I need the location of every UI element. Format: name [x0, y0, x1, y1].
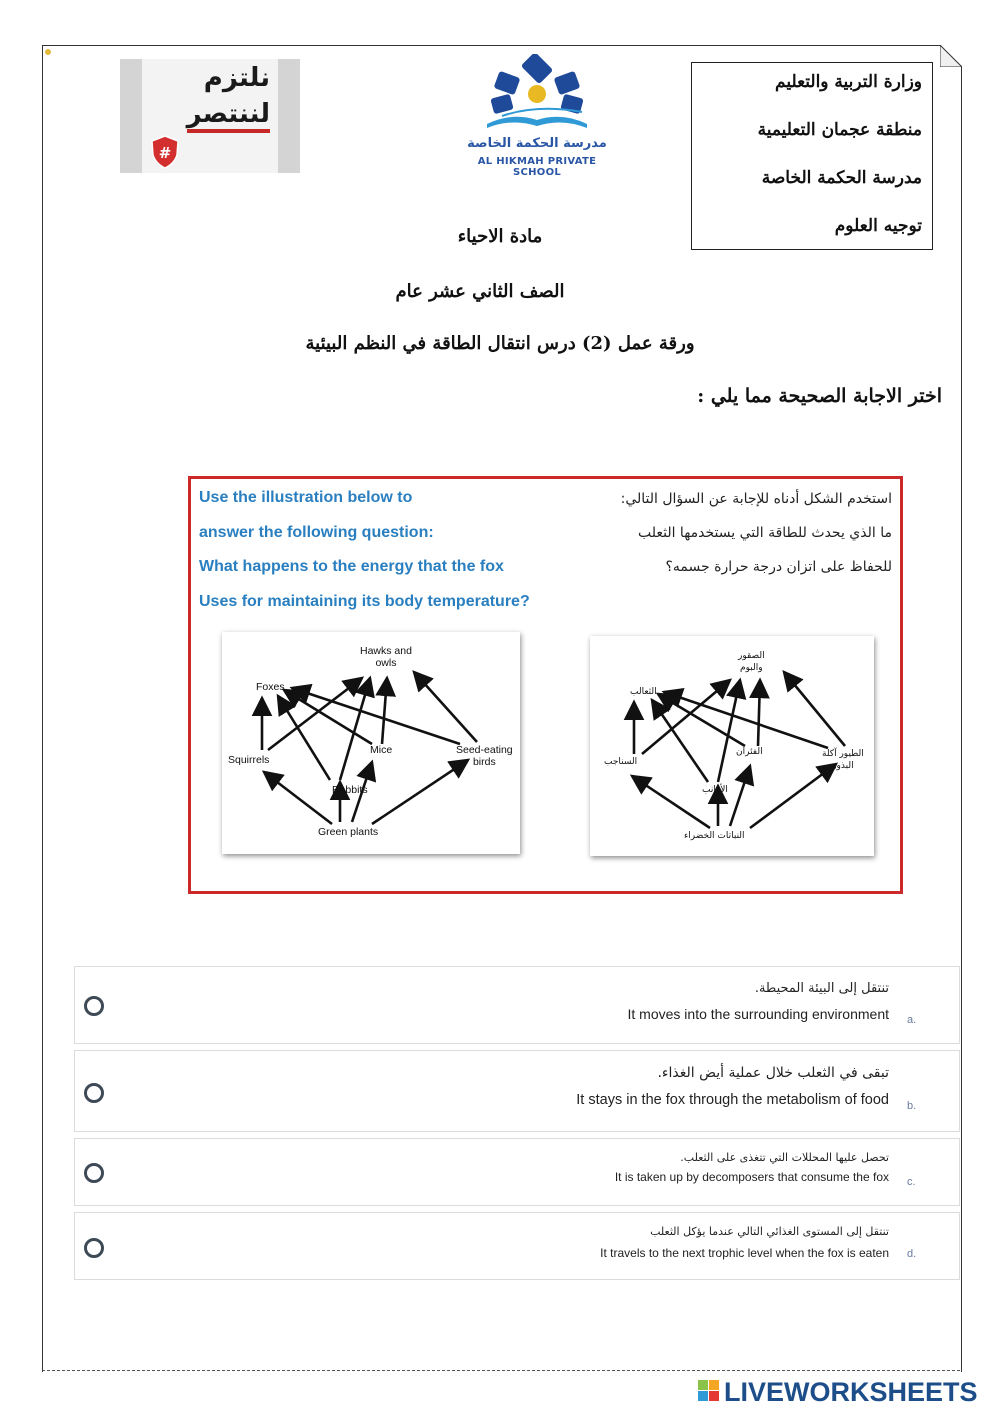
answer-option-c[interactable] [74, 1138, 960, 1206]
option-c-ar: تحصل عليها المحللات التي تتغذى على الثعلب. [680, 1151, 889, 1164]
node-label: الطيور آكلة [822, 749, 864, 759]
instruction-text: اختر الاجابة الصحيحة مما يلي : [697, 385, 942, 407]
node-rabbits-ar: الأرانب [702, 785, 728, 795]
node-label: الصقور [738, 651, 765, 661]
school-name-ar: مدرسة الحكمة الخاصة [467, 136, 607, 151]
campaign-line-1: نلتزم [203, 63, 270, 93]
campaign-line-2-text: لننتصر [187, 99, 270, 133]
pin-icon [44, 41, 52, 49]
question-ar-line: استخدم الشكل أدناه للإجابة عن السؤال التالي: [620, 491, 892, 507]
node-label: Seed-eating [456, 744, 513, 756]
ministry-line: توجيه العلوم [834, 216, 922, 236]
radio-button-d[interactable] [84, 1238, 104, 1258]
node-seed-birds-ar [822, 748, 864, 772]
node-squirrels: Squirrels [228, 754, 270, 766]
question-en-line: Use the illustration below to [199, 489, 413, 506]
answer-option-b[interactable] [74, 1050, 960, 1132]
question-en-line: Uses for maintaining its body temperature? [199, 593, 530, 610]
worksheet-title: ورقة عمل (2) درس انتقال الطاقة في النظم البيئية [305, 333, 695, 354]
node-squirrels-ar: السناجب [604, 757, 638, 767]
bottom-divider [42, 1370, 960, 1371]
radio-button-c[interactable] [84, 1163, 104, 1183]
option-d-en: It travels to the next trophic level when the fox is eaten [600, 1246, 889, 1260]
option-c-en: It is taken up by decomposers that consume the fox [614, 1170, 889, 1184]
brand-name: LIVEWORKSHEETS [724, 1377, 978, 1407]
node-seed-birds [456, 744, 513, 768]
option-d-ar: تنتقل إلى المستوى الغذائي التالي عندما يؤكل الثعلب [650, 1225, 889, 1238]
option-b-ar: تبقى في الثعلب خلال عملية أيض الغذاء. [657, 1065, 889, 1081]
campaign-hash: # [158, 144, 172, 162]
question-box [188, 476, 903, 894]
radio-button-a[interactable] [84, 996, 104, 1016]
subject-title: مادة الاحياء [457, 226, 543, 247]
node-hawks-owls-ar [738, 650, 765, 674]
page-fold-corner [940, 45, 962, 67]
food-web-diagram-ar [590, 636, 874, 856]
question-ar-line: ما الذي يحدث للطاقة التي يستخدمها الثعلب [637, 525, 892, 541]
grade-title: الصف الثاني عشر عام [395, 281, 565, 302]
option-a-letter: a. [907, 1014, 917, 1026]
option-b-letter: b. [907, 1100, 917, 1112]
question-en-line: answer the following question: [199, 524, 434, 541]
node-rabbits: Rabbits [332, 784, 368, 796]
question-ar-line: للحفاظ على اتزان درجة حرارة جسمه؟ [665, 559, 892, 575]
campaign-panel [142, 59, 278, 173]
option-a-en: It moves into the surrounding environment [627, 1006, 889, 1022]
food-web-diagram-en [222, 632, 520, 854]
node-label: owls [375, 657, 397, 669]
option-b-en: It stays in the fox through the metabolism of food [576, 1092, 889, 1108]
node-foxes: Foxes [256, 681, 285, 693]
node-mice: Mice [370, 744, 393, 756]
answer-option-a[interactable] [74, 966, 960, 1044]
node-label: birds [472, 756, 496, 768]
node-green-plants: Green plants [318, 826, 379, 838]
option-c-letter: c. [907, 1176, 916, 1188]
school-emblem-icon [452, 54, 622, 136]
campaign-badge [120, 59, 300, 173]
node-label: والبوم [740, 663, 763, 673]
shield-icon [150, 135, 180, 169]
ministry-line: مدرسة الحكمة الخاصة [761, 168, 922, 188]
node-hawks-owls [360, 645, 412, 669]
answer-option-d[interactable] [74, 1212, 960, 1280]
liveworksheets-logo-icon [698, 1380, 720, 1402]
ministry-line: منطقة عجمان التعليمية [757, 120, 922, 140]
option-d-letter: d. [907, 1248, 917, 1260]
node-foxes-ar: الثعالب [630, 687, 657, 697]
school-name-en: AL HIKMAH PRIVATE SCHOOL [477, 156, 597, 178]
option-a-ar: تنتقل إلى البيئة المحيطة. [754, 981, 889, 996]
ministry-line: وزارة التربية والتعليم [775, 72, 922, 92]
campaign-line-2 [187, 99, 270, 129]
node-label: Hawks and [360, 645, 412, 657]
ministry-info-box [691, 62, 933, 250]
question-en-line: What happens to the energy that the fox [199, 558, 504, 575]
school-logo [452, 54, 622, 176]
radio-button-b[interactable] [84, 1083, 104, 1103]
node-label: البذور [832, 761, 854, 771]
node-green-plants-ar: النباتات الخضراء [684, 831, 745, 841]
node-mice-ar: الفئران [736, 747, 763, 757]
